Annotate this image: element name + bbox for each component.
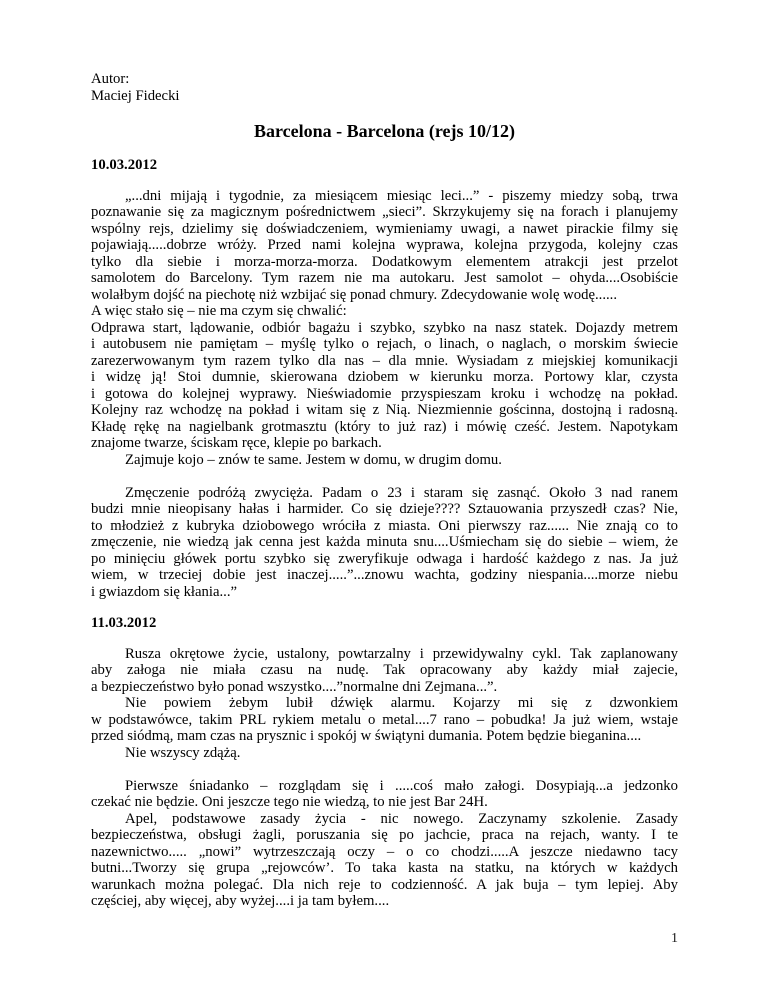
text-line: „...dni mijają i tygodnie, za miesiącem miesiąc leci...” - piszemy miedzy sobą, trwa bbox=[125, 187, 678, 204]
document-title: Barcelona - Barcelona (rejs 10/12) bbox=[254, 121, 515, 141]
text-line: poznawanie się za magicznym pośrednictwem „sieci”. Skrzykujemy się na forach i planujemy bbox=[91, 204, 678, 220]
text-line: Rusza okrętowe życie, ustalony, powtarzalny i przewidywalny cykl. Tak zaplanowany bbox=[125, 645, 678, 662]
text-line: a bezpieczeństwo było ponad wszystko....”normalne dni Zejmana...”. bbox=[91, 678, 498, 695]
text-line: Nie powiem żebym lubił dźwięk alarmu. Kojarzy mi się z dzwonkiem bbox=[125, 695, 678, 711]
page-number: 1 bbox=[671, 931, 678, 946]
text-line: samolotem do Barcelony. Tym razem nie ma autokaru. Jest samolot – ohyda....Osobiście bbox=[91, 270, 678, 286]
text-line: Kolejny raz wchodzę na pokład i witam się z Nią. Niezmiennie gościnna, dostojną i radosną. bbox=[91, 402, 678, 418]
text-line: to młodzież z kubryka dziobowego wróciła z miasta. Oni pierwszy raz...... Nie znają co to bbox=[91, 517, 678, 534]
paragraph bbox=[91, 745, 678, 762]
date-heading: 10.03.2012 bbox=[91, 157, 158, 173]
document-content bbox=[91, 71, 678, 910]
text-line: wiem, w trzeciej dobie jest inaczej.....”...znowu wachta, godziny niespania....morze niebu bbox=[91, 567, 678, 583]
text-line: i gwiazdom się kłania...” bbox=[91, 583, 238, 600]
text-line: budzi mnie nieopisany hałas i harmider. Co się dzieje???? Sztauowania przyszedł czas? Nie, bbox=[91, 501, 678, 517]
text-line: czekać nie będzie. Oni jeszcze tego nie wiedzą, to nie jest Bar 24H. bbox=[91, 794, 488, 810]
text-line: i widzę ją! Stoi dumnie, skierowana dziobem w kierunku morza. Portowy klar, czysta bbox=[91, 369, 678, 385]
text-line: Pierwsze śniadanko – rozglądam się i .....coś mało załogi. Dosypiają...a jedzonko bbox=[125, 777, 678, 794]
text-line: Nie wszyscy zdążą. bbox=[125, 744, 241, 761]
text-line: aby załoga nie miała czasu na nudę. Tak opracowany aby każdy miał zajecie, bbox=[91, 662, 678, 678]
text-line: zarezerwowanym tym razem tylko dla nas – dla mnie. Wysiadam z miejskiej komunikacji bbox=[91, 352, 678, 369]
text-line: pojawiają.....dobrze wróży. Przed nami kolejna wyprawa, kolejna przygoda, kolejny czas bbox=[91, 237, 678, 253]
text-line: butni...Tworzy się grupa „rejowców’. To taka kasta na statku, na których w każdych bbox=[91, 860, 678, 876]
text-line: Zajmuje kojo – znów te same. Jestem w domu, w drugim domu. bbox=[125, 451, 502, 468]
paragraph bbox=[91, 320, 678, 452]
paragraph bbox=[91, 303, 678, 320]
text-line: Kładę rękę na nagielbank grotmasztu (który to już raz) i mówię cześć. Jestem. Napotykam bbox=[91, 418, 678, 435]
text-line: i autobusem nie pamiętam – myślę tylko o rejach, o linach, o naglach, o morskim świecie bbox=[91, 336, 678, 352]
text-line: wolałbym dojść na piechotę niż wzbijać się ponad chmury. Zdecydowanie wolę wodę...... bbox=[91, 286, 618, 303]
text-line: Apel, podstawowe zasady życia - nic nowego. Zaczynamy szkolenie. Zasady bbox=[125, 810, 678, 827]
paragraph bbox=[91, 695, 678, 745]
paragraph bbox=[91, 778, 678, 811]
text-line: i gotowa do kolejnej wyprawy. Nieświadomie przyspieszam kroku i wchodzę na pokład. bbox=[91, 385, 678, 402]
text-line: w podstawówce, takim PRL rykiem metalu o metal....7 rano – pobudka! Ja już wiem, wstaje bbox=[91, 711, 678, 728]
text-line: wspólny rejs, dzielimy się doświadczeniem, wymieniamy uwagi, a nawet pirackie filmy się bbox=[91, 220, 678, 237]
document-sections bbox=[91, 157, 678, 910]
text-line: nazewnictwo..... „nowi” wytrzeszczają oczy – o co chodzi.....A jeszcze niedawno tacy bbox=[91, 843, 678, 860]
text-line: bezpieczeństwa, obsługi żagli, poruszania się po jachcie, praca na rejach, wanty. I te bbox=[91, 827, 678, 843]
text-line: po minięciu główek portu szybko się zweryfikuje odwaga i hardość każdego z nas. Ja już bbox=[91, 550, 678, 567]
text-line: warunkach można polegać. Dla nich reje to codzienność. A jak buja – tym lepiej. Aby bbox=[91, 876, 678, 893]
author-name: Maciej Fidecki bbox=[91, 87, 180, 104]
text-line: Zmęczenie podróżą zwycięża. Padam o 23 i staram się zasnąć. Około 3 nad ranem bbox=[125, 484, 678, 501]
date-heading: 11.03.2012 bbox=[91, 615, 157, 631]
paragraph bbox=[91, 188, 678, 304]
text-line: A więc stało się – nie ma czym się chwalić: bbox=[91, 303, 347, 319]
text-line: przed siódmą, mam czas na prysznic i spokój w świątyni dumania. Potem będzie bieganina.... bbox=[91, 728, 642, 744]
text-line: Odprawa start, lądowanie, odbiór bagażu i szybko, szybko na nasz statek. Dojazdy metrem bbox=[91, 319, 678, 336]
text-line: znajome twarze, ściskam ręce, klepie po barkach. bbox=[91, 435, 382, 451]
text-line: częściej, aby więcej, aby wyżej....i ja tam byłem.... bbox=[91, 893, 390, 909]
author-label: Autor: bbox=[91, 71, 130, 87]
text-line: zmęczenie, nie wiedzą jak cenna jest każda minuta snu....Uśmiecham się do siebie – wiem, że bbox=[91, 534, 678, 550]
paragraph bbox=[91, 646, 678, 696]
paragraph bbox=[91, 811, 678, 910]
text-line: tylko dla siebie i morza-morza-morza. Dodatkowym elementem atrakcji jest przelot bbox=[91, 253, 678, 270]
paragraph bbox=[91, 452, 678, 469]
paragraph bbox=[91, 485, 678, 601]
